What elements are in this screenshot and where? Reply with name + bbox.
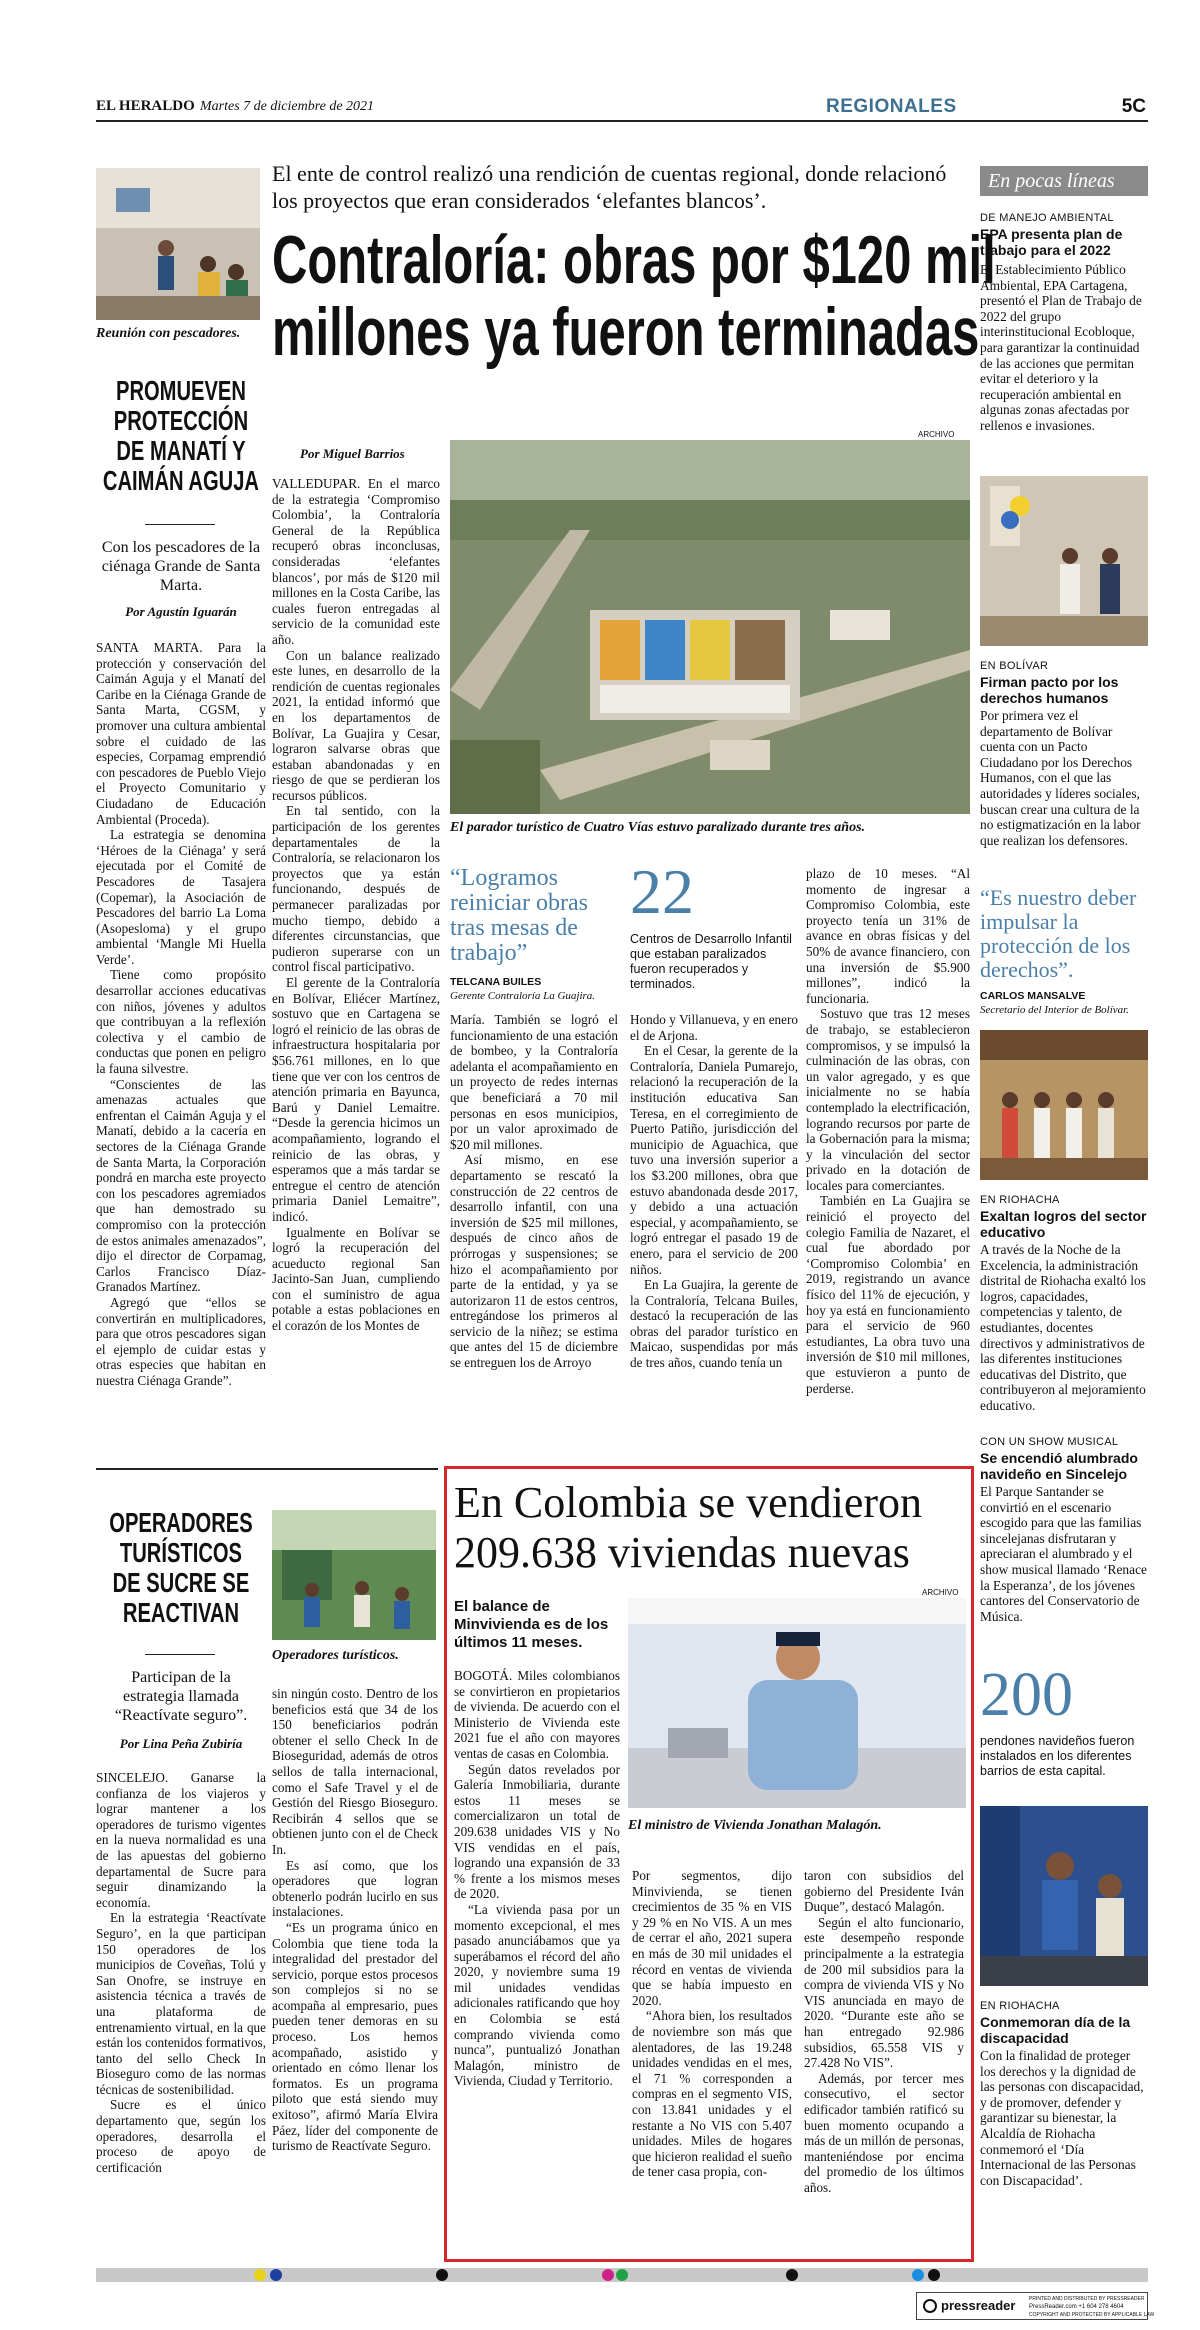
quote-role: Gerente Contraloría La Guajira. [450, 990, 596, 1002]
pressreader-badge[interactable] [916, 2292, 1155, 2320]
body-paragraph: BOGOTÁ. Miles colombianos se convirtieron en propietarios de vivienda. De acuerdo con el Ministerio de Vivienda este 2021 fue el año con mayores ventas de casas en Colombia. [454, 1668, 620, 1761]
body-paragraph: taron con subsidios del gobierno del Presidente Iván Duque”, destacó Malagón. [804, 1868, 964, 1915]
brief-section: CON UN SHOW MUSICAL [980, 1436, 1119, 1448]
body-paragraph: Además, por tercer mes consecutivo, el sector edificador también ratificó su buen momento ocupando a más de un millón de personas, manteniéndose por encima del promedio de los últimos años. [804, 2070, 964, 2195]
registration-dot [616, 2269, 628, 2281]
body-paragraph: Sucre es el único departamento que, según los operadores, desarrolla el proceso de apoyo de certificación [96, 2097, 266, 2175]
registration-dot [436, 2269, 448, 2281]
manati-headline-line: CAIMÁN AGUJA [102, 465, 259, 496]
manati-body [96, 640, 266, 1389]
minister-photo-caption: El ministro de Vivienda Jonathan Malagón. [628, 1818, 882, 1833]
manati-byline: Por Agustín Iguarán [125, 604, 237, 619]
vivienda-headline-line: En Colombia se vendieron [454, 1478, 923, 1527]
briefs-quote-name: CARLOS MANSALVE [980, 990, 1086, 1002]
main-column-1 [272, 476, 440, 1334]
minister-photo [628, 1598, 966, 1808]
pressreader-brand: pressreader [941, 2298, 1016, 2313]
education-photo-image [980, 1030, 1148, 1180]
brief-text: Con la finalidad de proteger los derechos y la dignidad de las personas con discapacidad, y de promover, defender y garantizar su bienestar, la Alcaldía de Riohacha conmemoró el ‘Día Internacional de las Personas con Discapacidad’. [980, 2048, 1144, 2188]
brief-title: Exaltan logros del sector educativo [980, 1208, 1147, 1240]
body-paragraph: La estrategia se denomina ‘Héroes de la Ciénaga’ y será ejecutada por el Comité de Pescadores de Tasajera (Copemar), la Asociación de Pescadores del barrio La Loma (Asopesloma) y el grupo ambiental ‘Mangle Mi Huella Verde’. [96, 827, 266, 967]
main-photo-caption: El parador turístico de Cuatro Vías estuvo paralizado durante tres años. [450, 820, 866, 835]
body-paragraph: En La Guajira, la gerente de la Contraloría, Telcana Builes, destacó la recuperación de las obras del parador turístico en Maicao, suspendidas por más de tres años, cuando tenía un [630, 1277, 798, 1371]
registration-dot [928, 2269, 940, 2281]
brief-text: El Parque Santander se convirtió en el escenario escogido para que las familias sincelejanas disfrutaran y apreciaran el alumbrado y el show musical llamado ‘Renace la Esperanza’, de los jóvenes cantores del Conservatorio de Música. [980, 1484, 1147, 1624]
turismo-headline [96, 1508, 266, 1628]
minister-photo-image [628, 1598, 966, 1808]
turismo-column-1 [96, 1770, 266, 2175]
main-column-2 [450, 1012, 618, 1371]
parador-turistico-photo [450, 440, 970, 814]
tour-operators-photo [272, 1510, 436, 1640]
main-column-3 [630, 1012, 798, 1371]
body-paragraph: Es así como, que los operadores que logran obtenerlo podrán lucirlo en sus instalaciones. [272, 1857, 438, 1920]
disability-day-photo [980, 1806, 1148, 1986]
briefs-stat-text: pendones navideños fueron instalados en los diferentes barrios de esta capital. [980, 1734, 1135, 1778]
body-paragraph: En el Cesar, la gerente de la Contraloría, Daniela Pumarejo, relacionó la recuperación de la institución educativa San Teresa, en el corregimiento de Puerto Patiño, jurisdicción del municipio de Aguachica, que tuvo una inversión superior a los $3.200 millones, obra que estuvo abandonada desde 2017, y debido a una actuación especial, y acompañamiento, se logró entregar el pasado 19 de enero, para el servicio de 200 niños. [630, 1043, 798, 1277]
registration-dot [270, 2269, 282, 2281]
body-paragraph: “Conscientes de las amenazas actuales que enfrentan el Caimán Aguja y el Manatí, debido a la cacería en sectores de la Ciénaga Grande de Santa Marta, la Corporación pondrá en marcha este proyecto con los pescadores agremiados que han demostrado su compromiso con la protección de estos animales amenazados”, dijo el director de Corpamag, Carlos Francisco Díaz-Granados Martínez. [96, 1076, 266, 1295]
vivienda-headline [454, 1478, 968, 1578]
registration-dot [254, 2269, 266, 2281]
stat-number: 22 [630, 856, 694, 927]
body-paragraph: Tiene como propósito desarrollar acciones educativas con niños, jóvenes y adultos que contribuyan a la reflexión colectiva y el cambio de conductas que ponen en peligro la fauna silvestre. [96, 967, 266, 1077]
turismo-headline-line: OPERADORES [109, 1507, 253, 1538]
pressreader-note: PressReader.com +1 604 278 4604 [1029, 2304, 1124, 2310]
body-paragraph: “Es un programa único en Colombia que tiene toda la integralidad del prestador del servicio, porque estos procesos son complejos si no se acompaña al empresario, pues pueden tener demoras en su proceso. Los hemos acompañado, asistido y orientado en cómo llenar los formatos. Es un programa piloto que está siendo muy exitoso”, afirmó María Elvira Páez, líder del componente de turismo de Reactívate Seguro. [272, 1919, 438, 2154]
body-paragraph: Agregó que “ellos se convertirán en multiplicadores, para que otros pescadores sigan el ejemplo de cuidar estas y otras especies que habitan en nuestra Ciénaga Grande”. [96, 1294, 266, 1388]
briefs-pull-quote: “Es nuestro deber impulsar la protección de los derechos”. [980, 885, 1137, 982]
brief-text: El Establecimiento Público Ambiental, EPA Cartagena, presentó el Plan de Trabajo de 2022 del grupo interinstitucional Ecobloque, para garantizar la continuidad de las acciones que permitan evitar el deterioro y la recuperación ambiental en algunas zonas afectadas por rellenos e invasiones. [980, 262, 1142, 433]
disability-photo-image [980, 1806, 1148, 1986]
brief-title: Firman pacto por los derechos humanos [980, 674, 1119, 706]
body-paragraph: María. También se logró el funcionamiento de una estación de bombeo, y la Contraloría adelanta el acompañamiento en un proyecto de redes internas que beneficiará a 70 mil personas en esos municipios, por un valor aproximado de $20 mil millones. [450, 1012, 618, 1152]
pressreader-note: COPYRIGHT AND PROTECTED BY APPLICABLE LAW [1029, 2312, 1155, 2318]
main-pull-quote: “Logramos reiniciar obras tras mesas de trabajo” [450, 865, 588, 966]
turismo-headline-line: TURÍSTICOS [119, 1537, 243, 1568]
briefs-quote-role: Secretario del Interior de Bolívar. [980, 1004, 1129, 1016]
body-paragraph: sin ningún costo. Dentro de los beneficios está que 34 de los 150 beneficiarios podrán obtener el sello Check In de Bioseguridad, además de otros sellos de talla internacional, como el Safe Travel y el de Gestión del Riesgo Bioseguro. Recibirán 4 sellos que se obtienen junto con el de Check In. [272, 1686, 438, 1857]
body-paragraph: Por segmentos, dijo Minvivienda, se tienen crecimientos de 35 % en VIS y 29 % en No VIS. A un mes de cerrar el año, 2021 supera en más de 30 mil unidades el récord en ventas de vivienda que se había impuesto en 2020. [632, 1868, 792, 2008]
meeting-photo-image [96, 168, 260, 320]
tour-photo-image [272, 1510, 436, 1640]
main-byline: Por Miguel Barrios [300, 446, 405, 461]
fishermen-meeting-photo [96, 168, 260, 320]
vivienda-photo-credit: ARCHIVO [922, 1588, 959, 1597]
manati-headline [96, 376, 266, 496]
body-paragraph: “La vivienda pasa por un momento excepcional, el mes pasado anunciábamos que ya superábamos el récord del año 2020, y noviembre suma 19 mil unidades vendidas adicionales ratificando que hoy en Colombia se está comprando vivienda como nunca”, puntualizó Jonathan Malagón, ministro de Vivienda, Ciudad y Territorio. [454, 1901, 620, 2089]
main-kicker: El ente de control realizó una rendición de cuentas regional, donde relacionó los proyectos que eran considerados ‘elefantes blancos’. [272, 161, 947, 213]
manati-deck: Con los pescadores de la ciénaga Grande de Santa Marta. [101, 539, 261, 594]
brief-title: EPA presenta plan de trabajo para el 2022 [980, 226, 1123, 258]
pact-photo-image [980, 476, 1148, 646]
pressreader-note: PRINTED AND DISTRIBUTED BY PRESSREADER [1029, 2296, 1145, 2302]
main-headline-line: Contraloría: obras por $120 mil [272, 222, 996, 298]
main-headline-line: millones ya fueron terminadas [272, 294, 980, 370]
section-name: REGIONALES [826, 96, 957, 117]
body-paragraph: “Ahora bien, los resultados de noviembre son más que alentadores, de las 19.248 unidades vendidas en el mes, el 71 % corresponden a compras en el segmento VIS, con 13.841 unidades y el restante a No VIS con 5.407 unidades. Miles de hogares que hicieron realidad el sueño de tener casa propia, con- [632, 2008, 792, 2180]
brief-text: A través de la Noche de la Excelencia, la administración distrital de Riohacha exaltó los logros, capacidades, competencias y talento, de estudiantes, docentes directivos y administrativos de las diferentes instituciones educativas del Distrito, que contribuyeron al mejoramiento educativo. [980, 1242, 1146, 1413]
body-paragraph: El gerente de la Contraloría en Bolívar, Eliécer Martínez, sostuvo que en Cartagena se logró el reinicio de las obras de infraestructura hospitalaria por $56.761 millones, en lo que tiene que ver con los centros de atención primaria en Bayunca, Barú y Daniel Lemaitre. “Desde la gerencia hicimos un acompañamiento, logrando el reinicio de las obras, y esperamos que a más tardar se entregue el centro de atención primaria Daniel Lemaitre”, indicó. [272, 975, 440, 1224]
section-divider [96, 1468, 438, 1470]
body-paragraph: Igualmente en Bolívar se logró la recuperación del acueducto regional San Jacinto-San Juan, cumpliendo con el suministro de agua potable a estas poblaciones en el corazón de los Montes de [272, 1224, 440, 1334]
brief-section: EN BOLÍVAR [980, 660, 1049, 672]
registration-dot [786, 2269, 798, 2281]
main-column-4 [806, 866, 970, 1396]
briefs-stat-number: 200 [980, 1661, 1073, 1729]
manati-headline-line: PROTECCIÓN [113, 405, 249, 436]
registration-dot [912, 2269, 924, 2281]
quote-name: TELCANA BUILES [450, 976, 542, 988]
vivienda-deck: El balance de Minvivienda es de los últimos 11 meses. [454, 1598, 609, 1651]
turismo-byline: Por Lina Peña Zubiría [119, 1736, 243, 1751]
paper-name: EL HERALDO [96, 98, 195, 114]
turismo-headline-line: DE SUCRE SE [112, 1567, 250, 1598]
body-paragraph: VALLEDUPAR. En el marco de la estrategia ‘Compromiso Colombia’, la Contraloría General de la República recuperó obras inconclusas, consideradas ‘elefantes blancos’, por más de $120 mil millones en la Costa Caribe, las cuales fueron entregadas al servicio de la comunidad este año. [272, 476, 440, 647]
main-headline [272, 222, 996, 370]
body-paragraph: Según datos revelados por Galería Inmobiliaria, durante estos 11 meses se comercializaron un total de 209.638 unidades VIS y No VIS vendidas en el país, logrando una expansión de 33 % frente a los mismos meses de 2020. [454, 1761, 620, 1902]
body-paragraph: Según el alto funcionario, este desempeño responde principalmente a la estrategia de 200 mil subsidios para la compra de vivienda VIS y No VIS anunciada en mayo de 2020. “Durante este año se han entregado 92.986 subsidios, 65.558 VIS y 27.428 No VIS”. [804, 1914, 964, 2071]
manati-headline-line: PROMUEVEN [115, 375, 246, 406]
body-paragraph: Con un balance realizado este lunes, en desarrollo de la rendición de cuentas regionales 2021, la entidad informó que en los departamentos de Bolívar, La Guajira y Cesar, lograron salvarse obras que estaban abandonadas y en riesgo de que se perdieran los recursos públicos. [272, 647, 440, 803]
body-paragraph: SANTA MARTA. Para la protección y conservación del Caimán Aguja y el Manatí del Caribe en la Ciénaga Grande de Santa Marta, CGSM, y promover una cultura ambiental sobre el cuidado de las especies, Corpamag emprendió con pescadores de Pueblo Viejo el Proyecto Comunitario y Ciudadano de Educación Ambiental (Proceda). [96, 640, 266, 827]
pressreader-icon [923, 2299, 937, 2313]
page-date: Martes 7 de diciembre de 2021 [200, 99, 375, 114]
vivienda-column-3 [804, 1868, 964, 2195]
human-rights-pact-photo [980, 476, 1148, 646]
divider [145, 1654, 215, 1655]
brief-section: EN RIOHACHA [980, 2000, 1060, 2012]
body-paragraph: En tal sentido, con la participación de los gerentes departamentales de la Contraloría, se relacionaron los proyectos que ya están funcionando, después de permanecer paralizadas por mucho tiempo, debido a diferentes circunstancias, que pudieron superarse con un control fiscal participativo. [272, 803, 440, 975]
turismo-column-2 [272, 1686, 438, 2154]
vivienda-column-1 [454, 1668, 620, 2089]
divider [145, 524, 215, 525]
briefs-header: En pocas líneas [980, 166, 1148, 196]
turismo-headline-line: REACTIVAN [122, 1597, 240, 1628]
page-number: 5C [1121, 96, 1146, 117]
printer-color-bar [96, 2268, 1148, 2282]
turismo-deck: Participan de la estrategia llamada “Reactívate seguro”. [114, 1669, 248, 1724]
fishermen-photo-caption: Reunión con pescadores. [96, 326, 241, 341]
stat-text: Centros de Desarrollo Infantil que estaban paralizados fueron recuperados y terminados. [630, 932, 792, 991]
tour-photo-caption: Operadores turísticos. [272, 1648, 399, 1663]
parador-photo-image [450, 440, 970, 814]
vivienda-headline-line: 209.638 viviendas nuevas [454, 1528, 910, 1577]
body-paragraph: Así mismo, en ese departamento se rescató la construcción de 22 centros de desarrollo infantil, con una inversión de $25 mil millones, después de cinco años de prórrogas y suspensiones; se hizo el acompañamiento por parte de la entidad, y ya se autorizaron 11 de estos centros, entregándose los primeros al servicio de la niñez; se estima que antes del 15 de diciembre se entreguen los de Arroyo [450, 1152, 618, 1371]
brief-title: Se encendió alumbrado navideño en Sincelejo [980, 1450, 1138, 1482]
body-paragraph: Hondo y Villanueva, y en enero el de Arjona. [630, 1012, 798, 1043]
body-paragraph: En la estrategia ‘Reactívate Seguro’, en la que participan 150 operadores de los municipios de Coveñas, Tolú y San Onofre, se instruye en asistencia técnica a través de una plataforma de entrenamiento virtual, en la que están los contenidos formativos, tanto del sello Check In Bioseguro como de las normas técnicas de sostenibilidad. [96, 1910, 266, 2097]
page-header [96, 96, 1148, 122]
brief-title: Conmemoran día de la discapacidad [980, 2014, 1131, 2046]
vivienda-column-2 [632, 1868, 792, 2180]
body-paragraph: SINCELEJO. Ganarse la confianza de los viajeros y lograr mantener a los operadores de turismo vigentes en la nueva normalidad es una de las apuestas del gobierno departamental de Sucre para seguir dinamizando la economía. [96, 1770, 266, 1910]
main-photo-credit: ARCHIVO [918, 430, 955, 439]
brief-section: DE MANEJO AMBIENTAL [980, 212, 1114, 224]
body-paragraph: plazo de 10 meses. “Al momento de ingresar a Compromiso Colombia, este proyecto tenía un 31% de avance en obras físicas y del 50% de avance financiero, con una inversión de $5.900 millones”, indicó la funcionaria. [806, 866, 970, 1006]
manati-headline-line: DE MANATÍ Y [116, 435, 246, 466]
body-paragraph: También en La Guajira se reinició el proyecto del colegio Familia de Nazaret, el cual fue abordado por ‘Compromiso Colombia’ en 2019, registrando un avance físico del 11% de ejecución, y hoy ya está en funcionamiento para el servicio de 960 estudiantes, La obra tuvo una inversión de $10 mil millones, que estuvieron a punto de perderse. [806, 1193, 970, 1396]
brief-text: Por primera vez el departamento de Bolívar cuenta con un Pacto Ciudadano por los Derechos Humanos, con el que las autoridades y líderes sociales, buscan crear una cultura de la no estigmatización en la labor que realizan los defensores. [980, 708, 1141, 848]
registration-dot [602, 2269, 614, 2281]
brief-section: EN RIOHACHA [980, 1194, 1060, 1206]
body-paragraph: Sostuvo que tras 12 meses de trabajo, se establecieron compromisos, y se impulsó la culminación de las obras, con un valor agregado, y es que inicialmente no se había contemplado la electrificación, logrando recursos por parte de la Gobernación para la misma; y la vinculación del sector privado en la dotación de locales para comerciantes. [806, 1006, 970, 1193]
education-awards-photo [980, 1030, 1148, 1180]
